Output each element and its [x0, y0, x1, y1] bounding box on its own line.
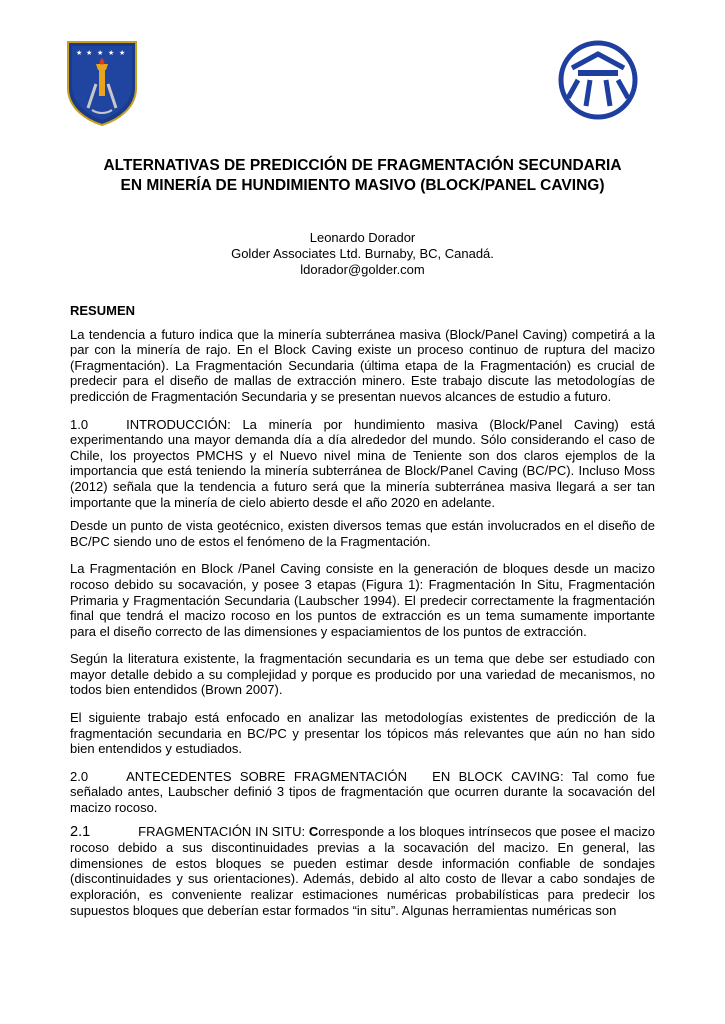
- paper-title: [40, 156, 685, 196]
- title-line-2: EN MINERÍA DE HUNDIMIENTO MASIVO (BLOCK/PANEL CAVING): [120, 177, 605, 194]
- resumen-text: La tendencia a futuro indica que la minería subterránea masiva (Block/Panel Caving) competirá a la par con la minería de rajo. En el Block Caving existe un proceso continuo de ruptura del macizo (Fragmentación). La Fragmentación Secundaria (última etapa de la Fragmentación) es crucial de predecir para el diseño de mallas de extracción minero. Este trabajo discute las metodologías de predicción de Fragmentación Secundaria y se presentan nuevos alcances de estudio a futuro.: [70, 326, 655, 404]
- svg-text:★: ★: [76, 49, 83, 57]
- svg-text:★: ★: [97, 49, 104, 57]
- author-block: [40, 230, 685, 278]
- university-shield-logo: [66, 40, 138, 126]
- paragraph-objective: El siguiente trabajo está enfocado en analizar las metodologías existentes de predicción de la fragmentación secundaria en BC/PC y presentar los tópicos más relevantes que aún no han sido bien entendidos y estudiados.: [70, 710, 655, 757]
- intro-paragraph: [70, 417, 655, 511]
- paragraph-geotechnical: Desde un punto de vista geotécnico, existen diversos temas que están involucrados en el diseño de BC/PC siendo uno de estos el fenómeno de la Fragmentación.: [70, 518, 655, 549]
- section-2-1-dropcap: C: [308, 823, 319, 839]
- paper-body: [70, 303, 655, 926]
- paragraph-fragmentation-stages: La Fragmentación en Block /Panel Caving consiste en la generación de bloques desde un macizo rocoso debido su socavación, y posee 3 etapas (Figura 1): Fragmentación In Situ, Fragmentación Primaria y Fragmentación Secundaria (Laubscher 1994). El predecir correctamente la fragmentación final que tendrá el macizo rocoso en los puntos de extracción es un tema sumamente importante para el diseño correcto de las dimensiones y espaciamientos de los puntos de extracción.: [70, 561, 655, 639]
- author-email: ldorador@golder.com: [300, 262, 425, 277]
- section-2-number: 2.0: [70, 768, 89, 784]
- section-2-1-text: orresponde a los bloques intrínsecos que posee el macizo rocoso debido a sus discontinuidades previas a la socavación del macizo. En general, las dimensiones de estos bloques se pueden estimar desde información confiable de sondajes (discontinuidades y sus orientaciones). Además, debido al alto costo de llevar a cabo sondajes de exploración, es conveniente realizar estimaciones numéricas probabilísticas para predecir los supuestos bloques que deberían estar formados “in situ”. Algunas herramientas numéricas son: [70, 823, 655, 918]
- intro-heading: INTRODUCCIÓN:: [126, 416, 231, 432]
- author-affiliation: Golder Associates Ltd. Burnaby, BC, Canadá.: [231, 246, 494, 261]
- author-name: Leonardo Dorador: [309, 230, 416, 245]
- title-line-1: ALTERNATIVAS DE PREDICCIÓN DE FRAGMENTACIÓN SECUNDARIA: [103, 157, 622, 174]
- section-2-1-paragraph: [70, 824, 655, 919]
- circular-emblem-logo: [558, 40, 638, 120]
- section-2-1-heading: FRAGMENTACIÓN IN SITU:: [138, 823, 306, 839]
- paragraph-literature: Según la literatura existente, la fragmentación secundaria es un tema que debe ser estudiado con mayor detalle debido a su complejidad y porque es producido por una variedad de mecanismos, no todos bien entendidos (Brown 2007).: [70, 651, 655, 698]
- intro-number: 1.0: [70, 416, 89, 432]
- section-2-1-number: 2.1: [70, 823, 91, 840]
- svg-text:★: ★: [119, 49, 126, 57]
- section-2-heading: ANTECEDENTES SOBRE FRAGMENTACIÓN EN BLOCK CAVING:: [126, 768, 564, 784]
- svg-text:★: ★: [108, 49, 115, 57]
- section-2-paragraph: [70, 769, 655, 816]
- svg-text:★: ★: [86, 49, 93, 57]
- section-2-text: Tal como fue señalado antes, Laubscher definió 3 tipos de fragmentación que ocurren durante la socavación del macizo rocoso.: [70, 768, 655, 816]
- intro-text: La minería por hundimiento masiva (Block/Panel Caving) está experimentando una mayor demanda día a día alrededor del mundo. Sólo considerando el caso de Chile, los proyectos PMCHS y el Nuevo nivel mina de Teniente son dos claros ejemplos de la importancia que está teniendo la minería subterránea de Block/Panel Caving (BC/PC). Incluso Moss (2012) señala que la tendencia a futuro será que la minería subterránea masiva llegará a ser tan importante que la minería de cielo abierto desde el año 2020 en adelante.: [70, 416, 655, 510]
- resumen-heading: RESUMEN: [70, 303, 136, 318]
